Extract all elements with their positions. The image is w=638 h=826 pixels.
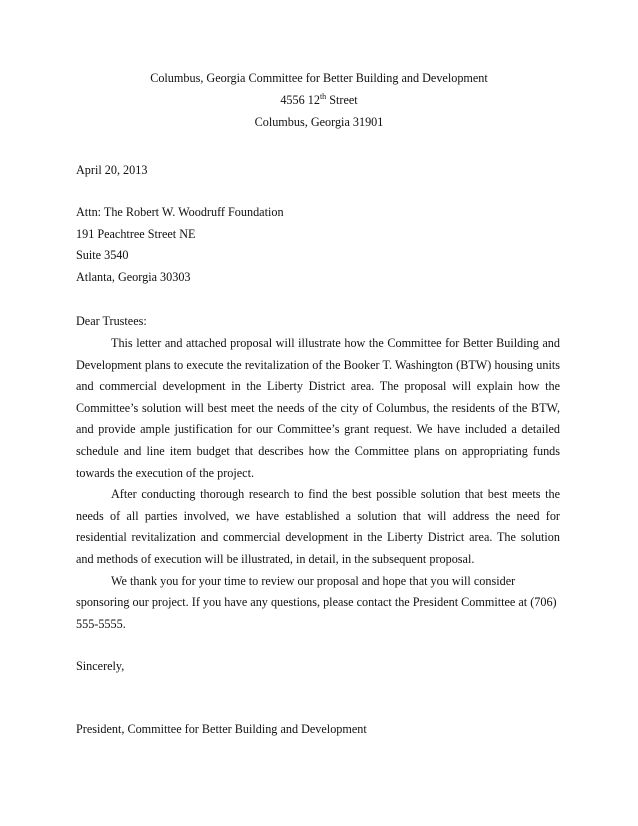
- recipient-suite: Suite 3540: [76, 248, 129, 263]
- letter-date-block: [76, 160, 566, 182]
- recipient-attn: Attn: The Robert W. Woodruff Foundation: [76, 205, 284, 219]
- signature-title: President, Committee for Better Building and Development: [76, 722, 367, 736]
- letterhead: [0, 67, 638, 133]
- letter-body: [76, 333, 560, 635]
- recipient-street: 191 Peachtree Street NE: [76, 226, 196, 241]
- letterhead-city: Columbus, Georgia 31901: [254, 115, 384, 129]
- recipient-address: [76, 202, 566, 288]
- letter-date: April 20, 2013: [76, 163, 148, 177]
- street-number-suffix: th: [319, 91, 327, 101]
- letterhead-organization: Columbus, Georgia Committee for Better Building and Development: [150, 71, 488, 85]
- salutation: Dear Trustees:: [76, 314, 147, 328]
- letterhead-street: [0, 89, 638, 111]
- closing-block: [76, 656, 566, 678]
- street-name: Street: [326, 93, 358, 107]
- street-number: 4556 12: [280, 93, 320, 107]
- closing: Sincerely,: [76, 659, 125, 673]
- body-paragraph-2: After conducting thorough research to find the best possible solution that best meets the needs of all parties involved, we have established a solution that will address the need for residential revitalization and commercial development in the Liberty District area. The solution and methods of execution will be illustrated, in detail, in the subsequent proposal.: [76, 487, 560, 566]
- body-paragraph-3: We thank you for your time to review our proposal and hope that you will consider sponsoring our project. If you have any questions, please contact the President Committee at (706) 555-5555.: [76, 573, 557, 631]
- signature-block: [76, 719, 566, 741]
- recipient-city: Atlanta, Georgia 30303: [76, 269, 191, 284]
- salutation-block: [76, 311, 566, 333]
- body-paragraph-1: This letter and attached proposal will illustrate how the Committee for Better Building and Development plans to execute the revitalization of the Booker T. Washington (BTW) housing units and commercial development in the Liberty District area. The proposal will explain how the Committee’s solution will best meet the needs of the city of Columbus, the residents of the BTW, and provide ample justification for our Committee’s grant request. We have included a detailed schedule and line item budget that describes how the Committee plans on appropriating funds towards the execution of the project.: [76, 336, 560, 480]
